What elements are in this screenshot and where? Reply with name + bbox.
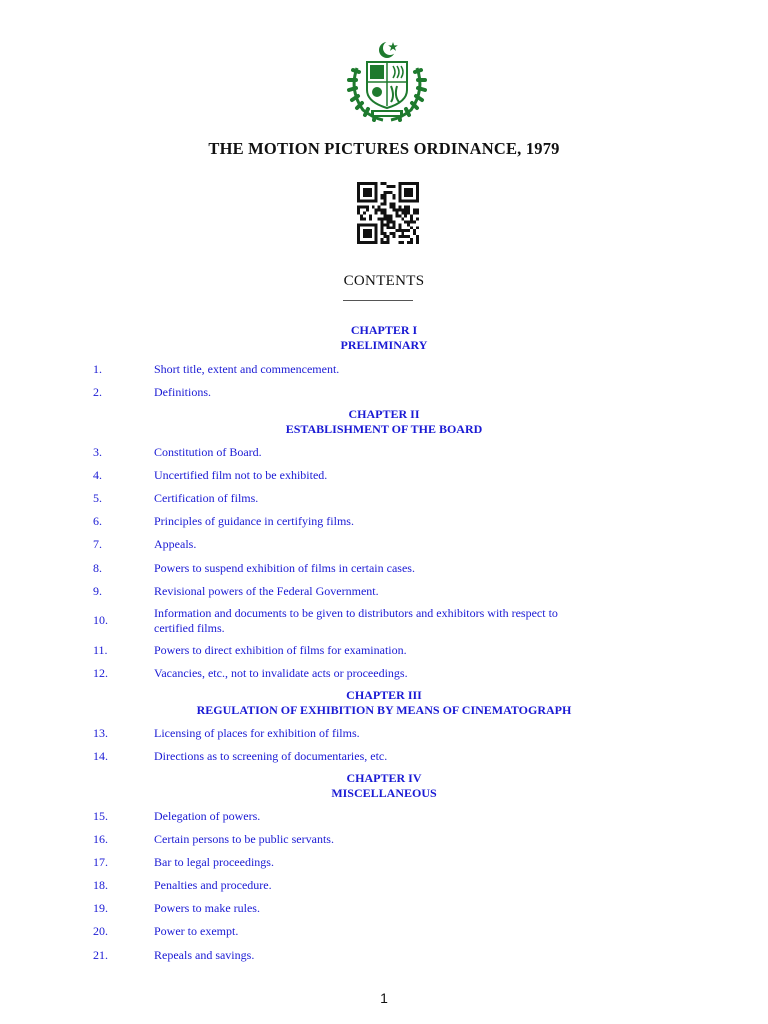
- qr-module: [372, 182, 375, 185]
- section-link[interactable]: Powers to make rules.: [154, 901, 260, 915]
- qr-module: [384, 212, 387, 215]
- qr-module: [387, 214, 390, 217]
- qr-module: [404, 209, 407, 212]
- qr-module: [407, 212, 410, 215]
- qr-module: [401, 217, 404, 220]
- section-link[interactable]: Constitution of Board.: [154, 445, 262, 459]
- qr-module: [381, 212, 384, 215]
- qr-module: [357, 206, 360, 209]
- qr-module: [375, 197, 378, 200]
- qr-module: [363, 241, 366, 244]
- qr-module: [407, 223, 410, 226]
- qr-module: [407, 220, 410, 223]
- qr-module: [375, 200, 378, 203]
- qr-module: [357, 191, 360, 194]
- qr-module: [366, 223, 369, 226]
- qr-module: [387, 223, 390, 226]
- section-number: 19.: [93, 901, 108, 915]
- chapter-heading[interactable]: [0, 771, 768, 801]
- section-number: 3.: [93, 445, 102, 459]
- qr-module: [366, 200, 369, 203]
- qr-module: [360, 206, 363, 209]
- section-link[interactable]: Penalties and procedure.: [154, 878, 272, 892]
- qr-module: [410, 226, 413, 229]
- chapter-heading[interactable]: [0, 688, 768, 718]
- qr-module: [384, 241, 387, 244]
- qr-module: [410, 217, 413, 220]
- qr-module: [392, 185, 395, 188]
- qr-module: [413, 182, 416, 185]
- qr-module: [357, 232, 360, 235]
- qr-module: [413, 212, 416, 215]
- section-link[interactable]: Powers to direct exhibition of films for examination.: [154, 643, 407, 657]
- chapter-title[interactable]: MISCELLANEOUS: [331, 786, 437, 800]
- qr-module: [387, 235, 390, 238]
- qr-module: [387, 185, 390, 188]
- qr-module: [398, 226, 401, 229]
- qr-module: [401, 235, 404, 238]
- qr-module: [407, 182, 410, 185]
- section-number: 21.: [93, 948, 108, 962]
- section-number: 15.: [93, 809, 108, 823]
- qr-module: [378, 206, 381, 209]
- qr-module: [375, 194, 378, 197]
- chapter-label[interactable]: CHAPTER I: [350, 323, 418, 337]
- qr-module: [384, 223, 387, 226]
- qr-module: [392, 226, 395, 229]
- section-number: 11.: [93, 643, 108, 657]
- qr-module: [384, 197, 387, 200]
- qr-module: [410, 214, 413, 217]
- qr-module: [387, 241, 390, 244]
- qr-module: [381, 229, 384, 232]
- section-number: 2.: [93, 385, 102, 399]
- qr-module: [416, 217, 419, 220]
- qr-module: [381, 241, 384, 244]
- qr-module: [416, 209, 419, 212]
- qr-module: [404, 188, 407, 191]
- qr-module: [398, 209, 401, 212]
- qr-module: [413, 209, 416, 212]
- qr-module: [387, 220, 390, 223]
- qr-module: [401, 182, 404, 185]
- qr-module: [375, 191, 378, 194]
- section-link[interactable]: Revisional powers of the Federal Government.: [154, 584, 379, 598]
- section-number: 14.: [93, 749, 108, 763]
- section-link[interactable]: Information and documents to be given to distributors and exhibitors with respect to certified films.: [154, 606, 558, 635]
- qr-module: [363, 206, 366, 209]
- qr-module: [378, 217, 381, 220]
- qr-module: [404, 191, 407, 194]
- qr-module: [357, 209, 360, 212]
- qr-module: [381, 223, 384, 226]
- qr-module: [401, 209, 404, 212]
- qr-module: [404, 229, 407, 232]
- chapter-title[interactable]: ESTABLISHMENT OF THE BOARD: [285, 422, 483, 436]
- qr-module: [369, 217, 372, 220]
- qr-module: [369, 194, 372, 197]
- qr-module: [363, 191, 366, 194]
- qr-module: [360, 200, 363, 203]
- qr-module: [372, 206, 375, 209]
- state-emblem-icon: [343, 38, 431, 126]
- qr-module: [384, 217, 387, 220]
- qr-module: [416, 238, 419, 241]
- qr-module: [360, 182, 363, 185]
- qr-module: [413, 232, 416, 235]
- qr-module: [416, 182, 419, 185]
- qr-module: [363, 223, 366, 226]
- qr-module: [407, 241, 410, 244]
- qr-module: [375, 232, 378, 235]
- qr-module: [413, 220, 416, 223]
- qr-module: [416, 241, 419, 244]
- qr-module: [416, 188, 419, 191]
- qr-module: [387, 217, 390, 220]
- qr-module: [375, 235, 378, 238]
- qr-module: [357, 229, 360, 232]
- qr-module: [389, 220, 392, 223]
- qr-module: [384, 203, 387, 206]
- qr-module: [375, 226, 378, 229]
- qr-module: [369, 223, 372, 226]
- section-link[interactable]: Certification of films.: [154, 491, 259, 505]
- section-link[interactable]: Appeals.: [154, 537, 197, 551]
- qr-module: [366, 182, 369, 185]
- qr-module: [410, 220, 413, 223]
- qr-module: [366, 235, 369, 238]
- qr-module: [363, 232, 366, 235]
- qr-module: [398, 185, 401, 188]
- section-number: 9.: [93, 584, 102, 598]
- section-link[interactable]: Directions as to screening of documentaries, etc.: [154, 749, 388, 763]
- qr-module: [392, 197, 395, 200]
- chapter-heading[interactable]: [0, 323, 768, 353]
- qr-module: [410, 191, 413, 194]
- qr-module: [363, 188, 366, 191]
- section-link[interactable]: Powers to suspend exhibition of films in certain cases.: [154, 561, 415, 575]
- section-link[interactable]: Short title, extent and commencement.: [154, 362, 340, 376]
- qr-module: [413, 200, 416, 203]
- qr-module: [381, 197, 384, 200]
- qr-module: [357, 226, 360, 229]
- qr-module: [378, 209, 381, 212]
- qr-module: [407, 200, 410, 203]
- qr-module: [395, 214, 398, 217]
- qr-module: [389, 214, 392, 217]
- qr-module: [389, 206, 392, 209]
- qr-module: [413, 229, 416, 232]
- qr-module: [381, 238, 384, 241]
- qr-module: [369, 191, 372, 194]
- qr-module: [384, 214, 387, 217]
- qr-module: [404, 212, 407, 215]
- qr-module: [395, 209, 398, 212]
- qr-module: [369, 232, 372, 235]
- section-number: 13.: [93, 726, 108, 740]
- qr-module: [360, 223, 363, 226]
- section-number: 16.: [93, 832, 108, 846]
- qr-module: [416, 185, 419, 188]
- qr-module: [375, 241, 378, 244]
- qr-module: [401, 200, 404, 203]
- qr-module: [384, 235, 387, 238]
- section-number: 7.: [93, 537, 102, 551]
- qr-module: [372, 241, 375, 244]
- qr-module: [392, 235, 395, 238]
- qr-module: [357, 238, 360, 241]
- qr-module: [357, 182, 360, 185]
- qr-module: [416, 194, 419, 197]
- qr-module: [360, 241, 363, 244]
- qr-module: [357, 185, 360, 188]
- qr-module: [375, 185, 378, 188]
- qr-module: [398, 223, 401, 226]
- section-link[interactable]: Uncertified film not to be exhibited.: [154, 468, 328, 482]
- qr-module: [381, 217, 384, 220]
- qr-module: [392, 203, 395, 206]
- qr-module: [407, 188, 410, 191]
- qr-module: [381, 220, 384, 223]
- section-link[interactable]: Certain persons to be public servants.: [154, 832, 334, 846]
- qr-module: [404, 235, 407, 238]
- qr-module: [407, 191, 410, 194]
- section-link[interactable]: Repeals and savings.: [154, 948, 255, 962]
- section-link[interactable]: Vacancies, etc., not to invalidate acts or proceedings.: [154, 666, 408, 680]
- qr-module: [372, 200, 375, 203]
- section-number: 10.: [93, 613, 108, 627]
- chapter-title[interactable]: REGULATION OF EXHIBITION BY MEANS OF CINEMATOGRAPH: [196, 703, 572, 717]
- qr-module: [416, 235, 419, 238]
- qr-module: [407, 209, 410, 212]
- qr-module: [398, 200, 401, 203]
- contents-divider: [343, 300, 413, 301]
- qr-module: [395, 229, 398, 232]
- qr-module: [366, 194, 369, 197]
- qr-module: [416, 212, 419, 215]
- qr-module: [375, 212, 378, 215]
- qr-module: [410, 194, 413, 197]
- qr-module: [398, 182, 401, 185]
- qr-module: [366, 229, 369, 232]
- qr-module: [401, 212, 404, 215]
- qr-module: [401, 229, 404, 232]
- qr-module: [398, 229, 401, 232]
- qr-module: [357, 197, 360, 200]
- qr-module: [395, 212, 398, 215]
- qr-module: [410, 182, 413, 185]
- qr-module: [410, 188, 413, 191]
- qr-module: [357, 235, 360, 238]
- qr-module: [404, 206, 407, 209]
- qr-module: [366, 232, 369, 235]
- qr-module: [398, 206, 401, 209]
- qr-module: [369, 241, 372, 244]
- qr-module: [357, 212, 360, 215]
- section-link[interactable]: Delegation of powers.: [154, 809, 261, 823]
- qr-module: [384, 232, 387, 235]
- qr-module: [369, 214, 372, 217]
- qr-module: [392, 206, 395, 209]
- qr-module: [384, 191, 387, 194]
- qr-module: [398, 194, 401, 197]
- qr-module: [363, 212, 366, 215]
- section-link[interactable]: Power to exempt.: [154, 924, 239, 938]
- section-number: 8.: [93, 561, 102, 575]
- qr-module: [404, 214, 407, 217]
- qr-module: [398, 235, 401, 238]
- qr-module: [416, 197, 419, 200]
- qr-module: [401, 232, 404, 235]
- qr-module: [389, 191, 392, 194]
- qr-module: [357, 223, 360, 226]
- qr-module: [381, 194, 384, 197]
- qr-code-icon: [357, 182, 419, 244]
- page-number: 1: [380, 990, 388, 1006]
- chapter-heading[interactable]: [0, 407, 768, 437]
- qr-module: [407, 206, 410, 209]
- qr-module: [369, 235, 372, 238]
- qr-module: [375, 229, 378, 232]
- chapter-label[interactable]: CHAPTER III: [346, 688, 422, 702]
- qr-module: [363, 194, 366, 197]
- qr-module: [387, 191, 390, 194]
- qr-module: [389, 203, 392, 206]
- qr-module: [381, 203, 384, 206]
- qr-module: [392, 232, 395, 235]
- qr-module: [410, 238, 413, 241]
- qr-module: [407, 229, 410, 232]
- qr-module: [375, 188, 378, 191]
- section-number: 20.: [93, 924, 108, 938]
- section-link[interactable]: Principles of guidance in certifying films.: [154, 514, 354, 528]
- qr-module: [404, 182, 407, 185]
- qr-module: [381, 232, 384, 235]
- qr-module: [387, 226, 390, 229]
- qr-module: [357, 188, 360, 191]
- qr-module: [375, 182, 378, 185]
- qr-module: [381, 226, 384, 229]
- section-number: 6.: [93, 514, 102, 528]
- qr-module: [398, 214, 401, 217]
- qr-module: [392, 220, 395, 223]
- section-number: 5.: [93, 491, 102, 505]
- qr-module: [363, 229, 366, 232]
- chapter-label[interactable]: CHAPTER IV: [346, 771, 422, 785]
- qr-module: [392, 194, 395, 197]
- section-number: 17.: [93, 855, 108, 869]
- qr-module: [369, 188, 372, 191]
- contents-heading: CONTENTS: [343, 273, 425, 289]
- qr-module: [366, 209, 369, 212]
- qr-module: [369, 200, 372, 203]
- section-link[interactable]: Bar to legal proceedings.: [154, 855, 274, 869]
- qr-module: [363, 217, 366, 220]
- qr-module: [398, 197, 401, 200]
- qr-module: [401, 241, 404, 244]
- qr-module: [410, 241, 413, 244]
- section-number: 12.: [93, 666, 108, 680]
- qr-module: [360, 214, 363, 217]
- qr-module: [389, 185, 392, 188]
- qr-module: [416, 200, 419, 203]
- chapter-label[interactable]: CHAPTER II: [348, 407, 420, 421]
- qr-module: [372, 223, 375, 226]
- chapter-title[interactable]: PRELIMINARY: [340, 338, 428, 352]
- qr-module: [384, 194, 387, 197]
- qr-module: [381, 209, 384, 212]
- qr-module: [366, 191, 369, 194]
- qr-module: [369, 229, 372, 232]
- qr-module: [375, 238, 378, 241]
- qr-module: [384, 209, 387, 212]
- qr-module: [398, 191, 401, 194]
- qr-module: [375, 223, 378, 226]
- section-link[interactable]: Licensing of places for exhibition of films.: [154, 726, 360, 740]
- qr-module: [392, 223, 395, 226]
- qr-module: [404, 194, 407, 197]
- qr-module: [407, 194, 410, 197]
- section-number: 4.: [93, 468, 102, 482]
- qr-module: [381, 182, 384, 185]
- qr-module: [357, 241, 360, 244]
- qr-module: [416, 226, 419, 229]
- qr-module: [369, 182, 372, 185]
- section-link[interactable]: Definitions.: [154, 385, 211, 399]
- qr-module: [363, 200, 366, 203]
- qr-module: [389, 226, 392, 229]
- section-number: 18.: [93, 878, 108, 892]
- qr-module: [384, 200, 387, 203]
- qr-module: [398, 241, 401, 244]
- qr-module: [387, 238, 390, 241]
- qr-module: [404, 220, 407, 223]
- qr-module: [416, 191, 419, 194]
- qr-module: [366, 188, 369, 191]
- qr-module: [363, 182, 366, 185]
- qr-module: [398, 188, 401, 191]
- qr-module: [357, 194, 360, 197]
- qr-module: [360, 217, 363, 220]
- qr-module: [404, 200, 407, 203]
- section-number: 1.: [93, 362, 102, 376]
- qr-module: [384, 182, 387, 185]
- qr-module: [389, 217, 392, 220]
- qr-module: [366, 241, 369, 244]
- qr-module: [407, 235, 410, 238]
- qr-module: [375, 209, 378, 212]
- qr-module: [357, 200, 360, 203]
- qr-module: [392, 209, 395, 212]
- qr-module: [410, 200, 413, 203]
- qr-module: [366, 206, 369, 209]
- qr-module: [363, 235, 366, 238]
- document-title: THE MOTION PICTURES ORDINANCE, 1979: [208, 139, 560, 158]
- qr-module: [389, 232, 392, 235]
